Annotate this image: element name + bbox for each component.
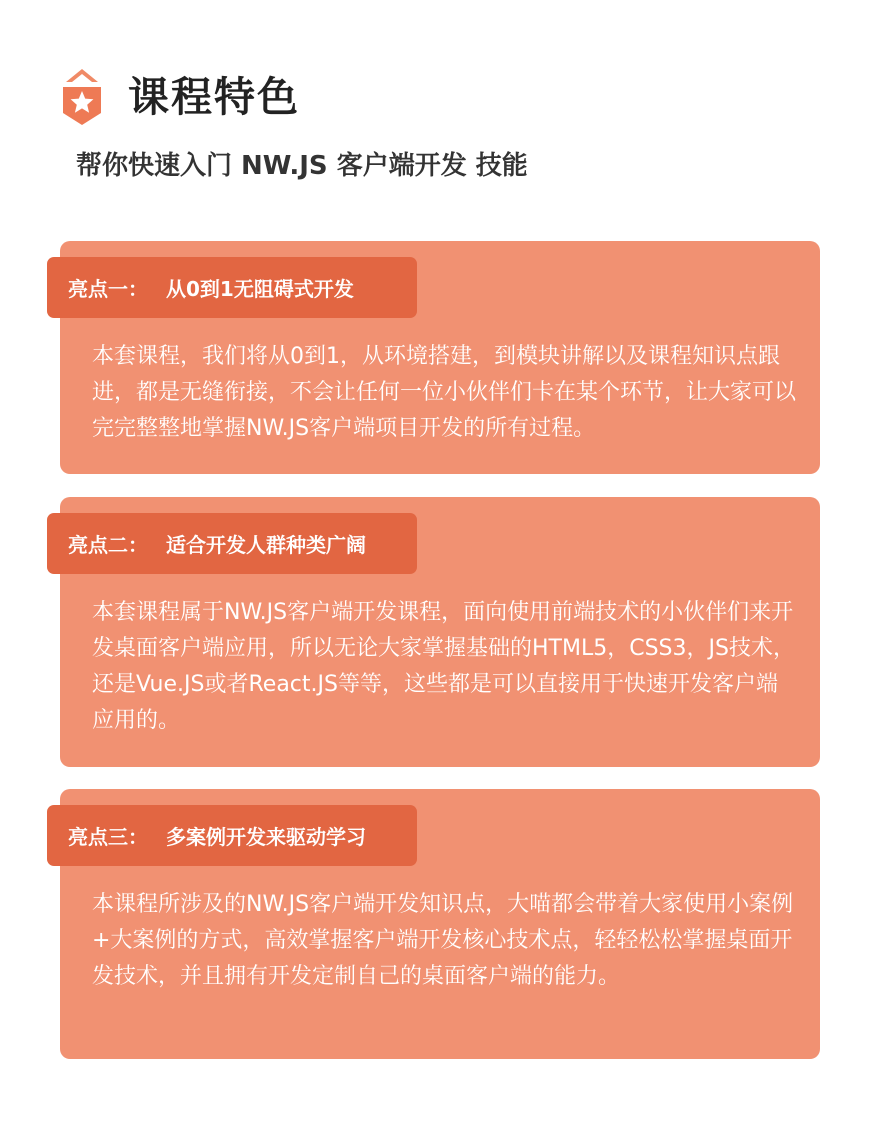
- highlight-label: 亮点三：: [68, 825, 148, 849]
- highlight-label: 亮点二：: [68, 533, 148, 557]
- highlight-title: 从0到1无阻碍式开发: [166, 277, 354, 301]
- highlight-tag-3: [47, 805, 417, 866]
- highlight-title: 多案例开发来驱动学习: [166, 825, 366, 849]
- highlight-description: 本课程所涉及的NW.JS客户端开发知识点，大喵都会带着大家使用小案例+大案例的方式，高效掌握客户端开发核心技术点，轻轻松松掌握桌面开发技术，并且拥有开发定制自己的桌面客户端的能力。: [92, 892, 794, 989]
- section-header: [58, 66, 300, 128]
- highlight-description: 本套课程属于NW.JS客户端开发课程，面向使用前端技术的小伙伴们来开发桌面客户端应用，所以无论大家掌握基础的HTML5，CSS3，JS技术，还是Vue.JS或者React.JS等等，这些都是可以直接用于快速开发客户端应用的。: [92, 600, 795, 733]
- page-subtitle: 帮你快速入门 NW.JS 客户端开发 技能: [76, 151, 528, 181]
- highlight-label: 亮点一：: [68, 277, 148, 301]
- highlight-title: 适合开发人群种类广阔: [166, 533, 366, 557]
- highlight-tag-1: [47, 257, 417, 318]
- page-title: 课程特色: [128, 72, 300, 121]
- highlight-card-2: [60, 497, 820, 767]
- highlight-card-3: [60, 789, 820, 1059]
- highlight-tag-2: [47, 513, 417, 574]
- star-badge-icon: [58, 67, 106, 127]
- highlight-description: 本套课程，我们将从0到1，从环境搭建，到模块讲解以及课程知识点跟进，都是无缝衔接，不会让任何一位小伙伴们卡在某个环节，让大家可以完完整整地掌握NW.JS客户端项目开发的所有过程。: [92, 344, 797, 441]
- highlight-card-1: [60, 241, 820, 474]
